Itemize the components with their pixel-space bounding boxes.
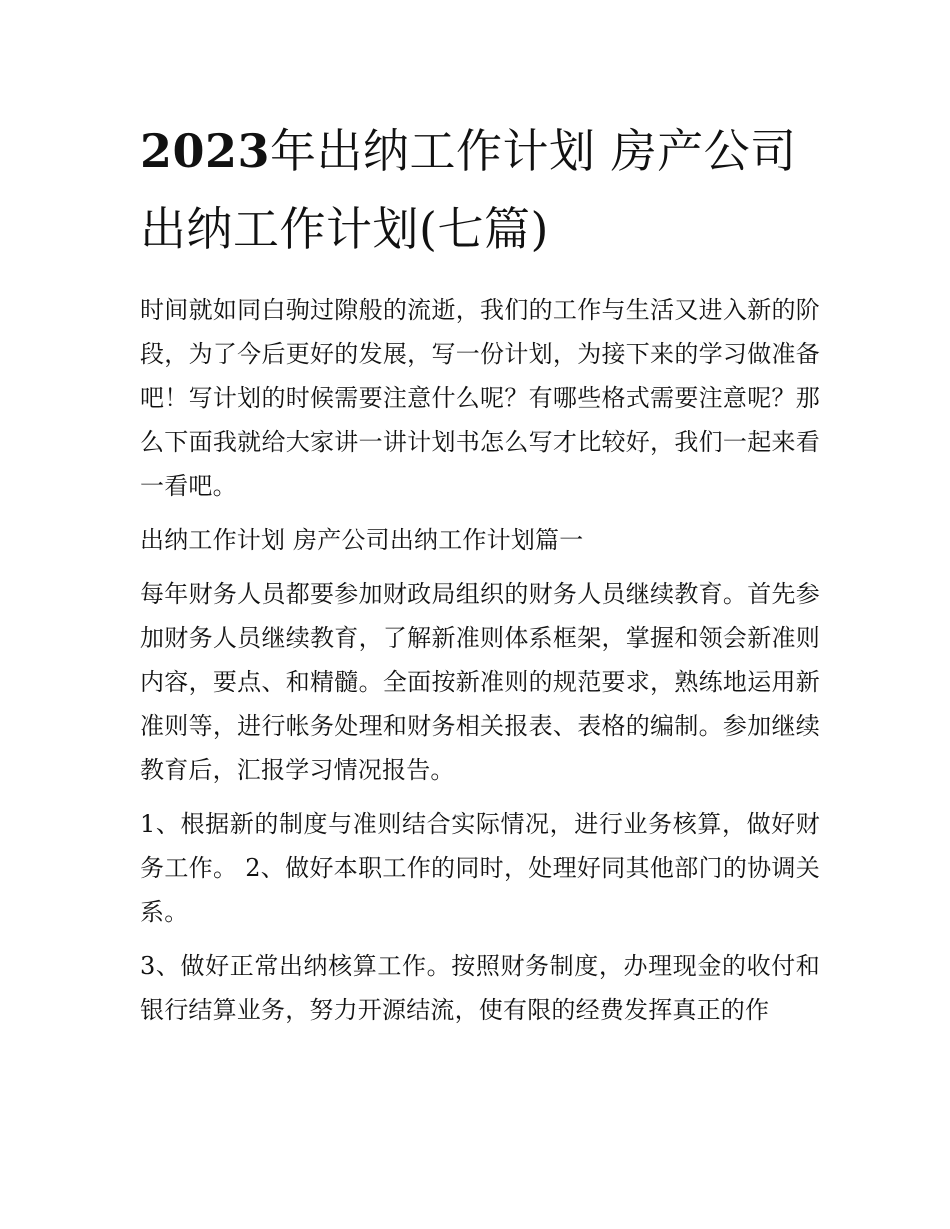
section-heading: 出纳工作计划 房产公司出纳工作计划篇一 <box>140 526 584 554</box>
intro-paragraph: 时间就如同白驹过隙般的流逝，我们的工作与生活又进入新的阶段，为了今后更好的发展，写一份计划，为接下来的学习做准备吧！写计划的时候需要注意什么呢？有哪些格式需要注意呢？那么下面我就给大家讲一讲计划书怎么写才比较好，我们一起来看一看吧。 <box>140 296 820 500</box>
body-paragraph-3: 3、做好正常出纳核算工作。按照财务制度，办理现金的收付和银行结算业务，努力开源结流，使有限的经费发挥真正的作 <box>140 952 820 1024</box>
document-content <box>140 112 820 1032</box>
title-text: 年出纳工作计划 房产公司出纳工作计划(七篇) <box>140 124 797 256</box>
body-paragraph-1: 每年财务人员都要参加财政局组织的财务人员继续教育。首先参加财务人员继续教育，了解新准则体系框架，掌握和领会新准则内容，要点、和精髓。全面按新准则的规范要求，熟练地运用新准则等，进行帐务处理和财务相关报表、表格的编制。参加继续教育后，汇报学习情况报告。 <box>140 580 820 784</box>
document-title <box>140 112 820 268</box>
title-year: 2023 <box>140 124 271 178</box>
body-paragraph-2: 1、根据新的制度与准则结合实际情况，进行业务核算，做好财务工作。 2、做好本职工作的同时，处理好同其他部门的协调关系。 <box>140 810 820 926</box>
